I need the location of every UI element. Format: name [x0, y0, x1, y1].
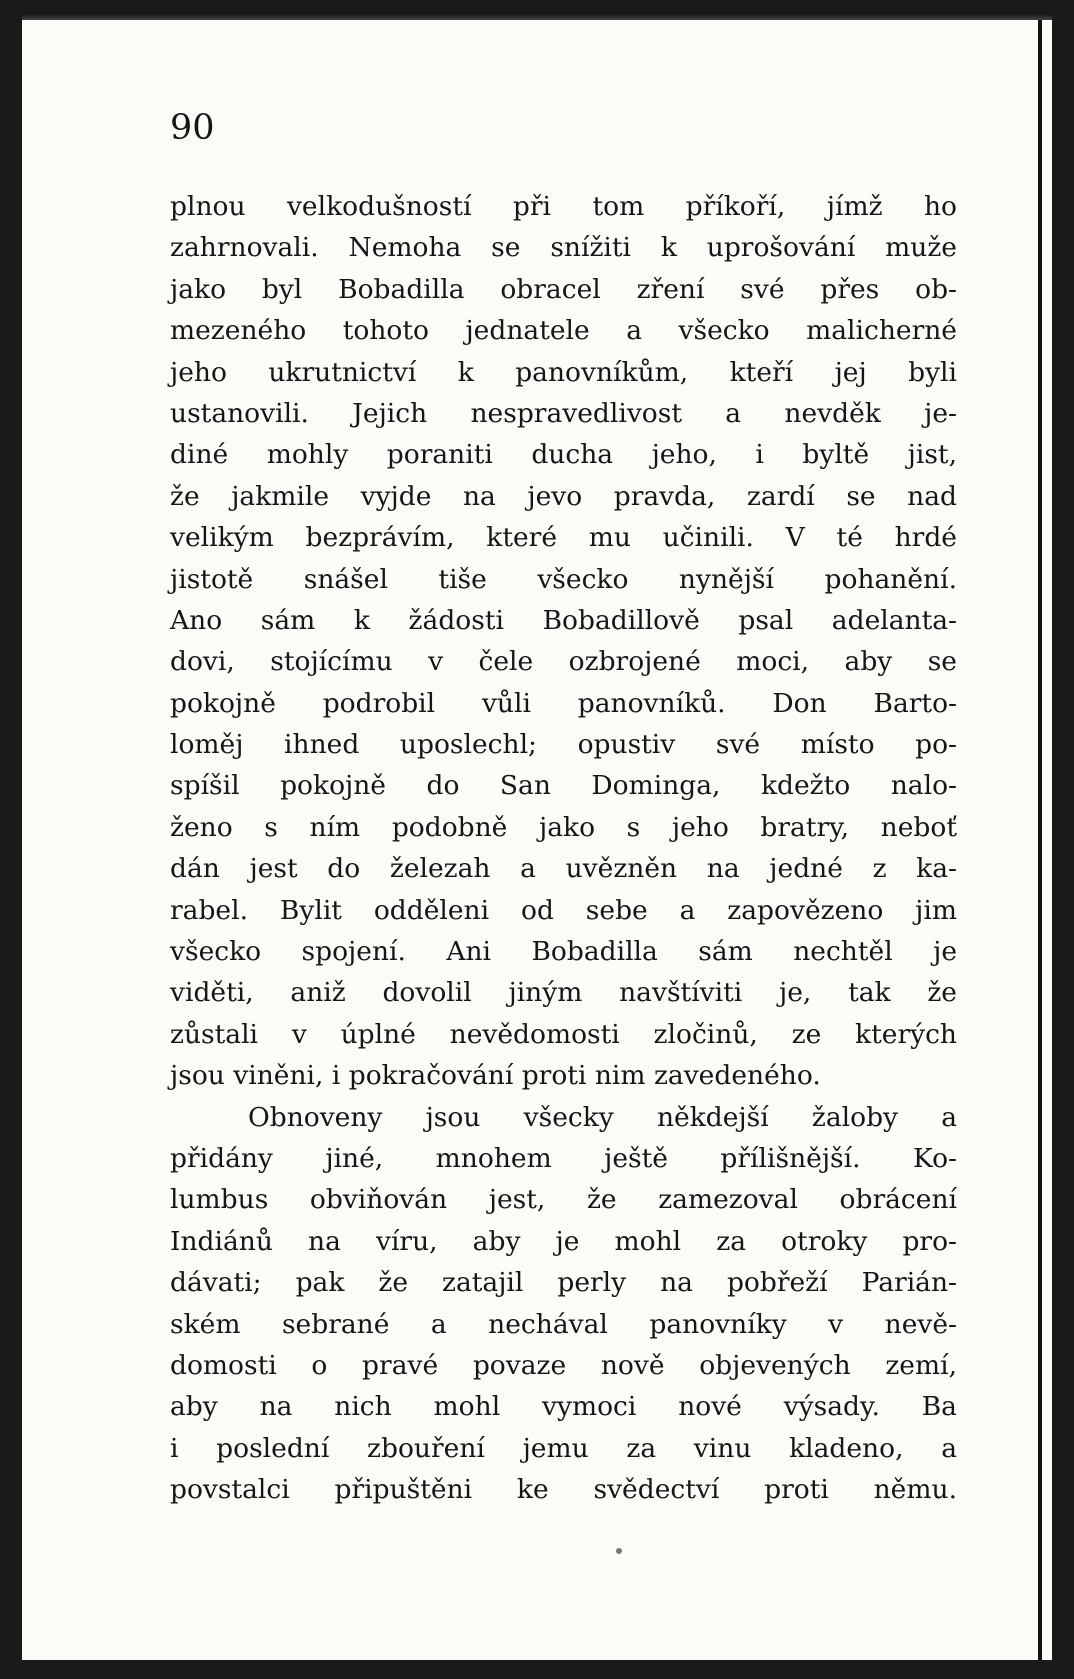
text-line: že jakmile vyjde na jevo pravda, zardí se nad — [170, 480, 957, 512]
text-line: povstalci připuštěni ke svědectví proti němu. — [170, 1474, 957, 1506]
text-line: zůstali v úplné nevědomosti zločinů, ze kterých — [170, 1018, 957, 1050]
text-line: lumbus obviňován jest, že zamezoval obrácení — [170, 1184, 957, 1216]
page-edge-shadow — [1038, 20, 1042, 1660]
text-line: aby na nich mohl vymoci nové výsady. Ba — [170, 1391, 957, 1423]
text-line: i poslední zbouření jemu za vinu kladeno, a — [170, 1432, 957, 1464]
text-line: Indiánů na víru, aby je mohl za otroky pro- — [170, 1225, 957, 1257]
text-line: přidány jiné, mnohem ještě přílišnější. Ko- — [170, 1142, 957, 1174]
text-line: velikým bezprávím, které mu učinili. V té hrdé — [170, 522, 957, 554]
text-line: loměj ihned uposlechl; opustiv své místo po- — [170, 729, 957, 761]
body-text — [170, 186, 957, 1511]
text-line: plnou velkodušností při tom příkoří, jímž ho — [170, 191, 957, 222]
text-line: Ano sám k žádosti Bobadillově psal adelanta- — [170, 604, 957, 636]
text-line: všecko spojení. Ani Bobadilla sám nechtěl je — [170, 936, 957, 968]
text-line: jeho ukrutnictví k panovníkům, kteří jej byli — [170, 356, 957, 388]
text-line: zahrnovali. Nemoha se snížiti k uprošování muže — [170, 232, 957, 264]
text-line: ustanovili. Jejich nespravedlivost a nevděk je- — [170, 397, 957, 429]
ink-speck — [616, 1548, 622, 1554]
text-line: pokojně podrobil vůli panovníků. Don Barto- — [170, 687, 957, 719]
text-line: viděti, aniž dovolil jiným navštíviti je, tak že — [170, 977, 957, 1009]
text-line: mezeného tohoto jednatele a všecko malicherné — [170, 315, 957, 347]
text-line: jistotě snášel tiše všecko nynější pohanění. — [170, 563, 957, 595]
text-line: dán jest do železah a uvězněn na jedné z ka- — [170, 853, 957, 885]
text-line: domosti o pravé povaze nově objevených zemí, — [170, 1349, 957, 1381]
text-line: ském sebrané a nechával panovníky v nevě- — [170, 1308, 957, 1340]
text-line: diné mohly poraniti ducha jeho, i byltě jist, — [170, 439, 957, 471]
text-line: spíšil pokojně do San Dominga, kdežto nalo- — [170, 770, 957, 802]
text-line: ženo s ním podobně jako s jeho bratry, neboť — [170, 811, 957, 843]
page-number: 90 — [170, 108, 215, 148]
text-line: dávati; pak že zatajil perly na pobřeží Parián- — [170, 1267, 957, 1299]
text-line: rabel. Bylit odděleni od sebe a zapovězeno jim — [170, 894, 957, 926]
text-line-paragraph-start: Obnoveny jsou všecky někdejší žaloby a — [248, 1101, 957, 1133]
text-line: jako byl Bobadilla obracel zření své přes ob- — [170, 273, 957, 305]
text-line: dovi, stojícímu v čele ozbrojené moci, aby se — [170, 646, 957, 678]
text-line: jsou viněni, i pokračování proti nim zavedeného. — [170, 1060, 821, 1092]
